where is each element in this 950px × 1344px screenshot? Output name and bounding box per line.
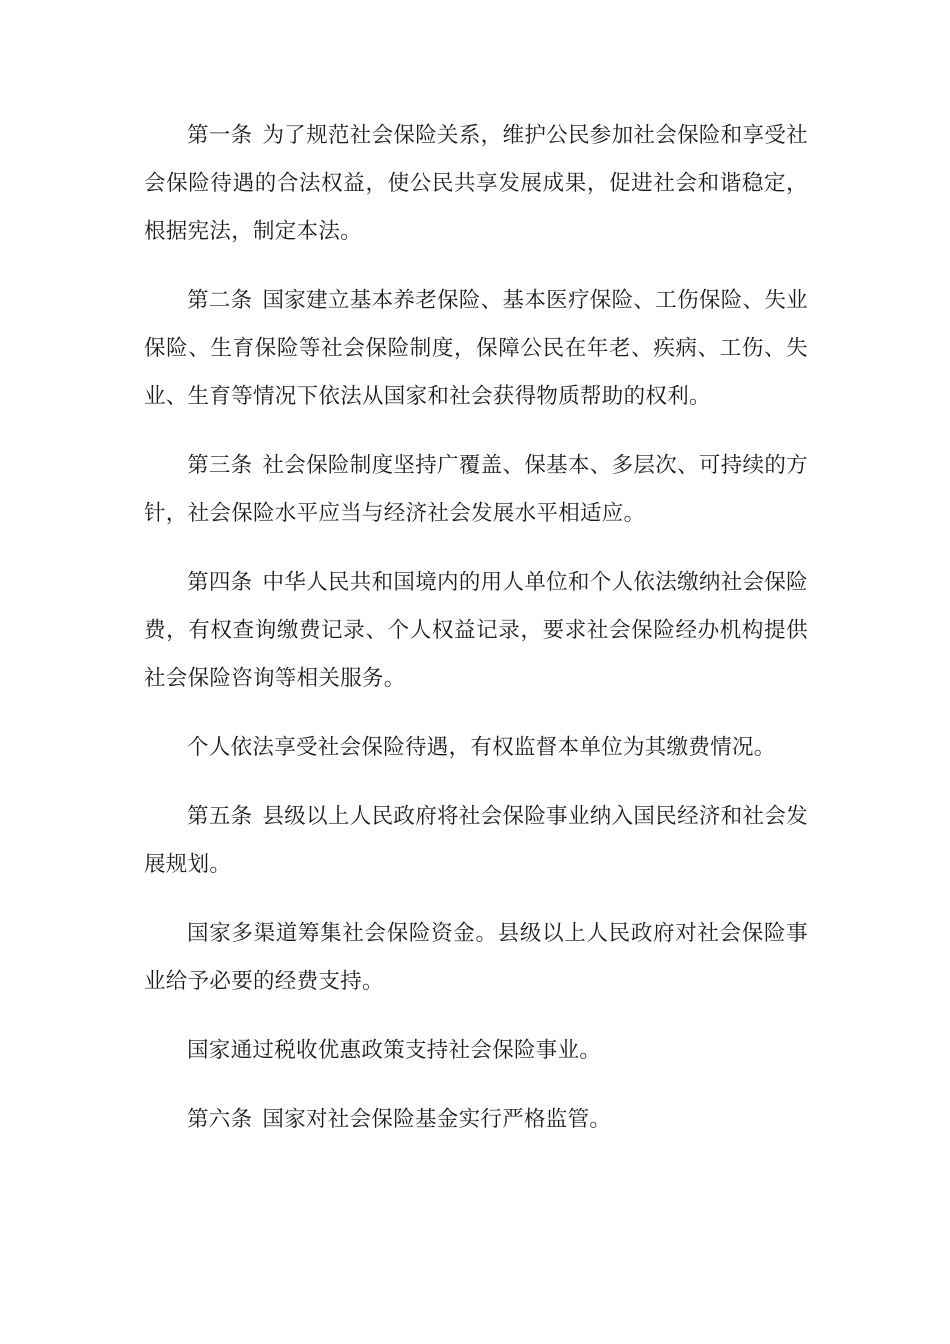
article-number: 第六条 <box>187 1107 253 1132</box>
article-text: 国家对社会保险基金实行严格监管。 <box>262 1107 612 1132</box>
article-number: 第二条 <box>187 288 253 313</box>
clause-text: 国家通过税收优惠政策支持社会保险事业。 <box>187 1038 602 1063</box>
article-text: 社会保险制度坚持广覆盖、保基本、多层次、可持续的方针，社会保险水平应当与经济社会发展水平相适应。 <box>144 453 808 526</box>
article-3-paragraph <box>144 442 808 538</box>
article-number: 第四条 <box>187 570 253 595</box>
article-6-paragraph <box>144 1096 808 1144</box>
article-number: 第一条 <box>187 123 253 148</box>
article-5-paragraph <box>144 793 808 889</box>
document-body <box>144 112 808 1165</box>
article-4-paragraph <box>144 559 808 703</box>
article-text: 国家建立基本养老保险、基本医疗保险、工伤保险、失业保险、生育保险等社会保险制度，保障公民在年老、疾病、工伤、失业、生育等情况下依法从国家和社会获得物质帮助的权利。 <box>144 288 808 409</box>
clause-text: 个人依法享受社会保险待遇，有权监督本单位为其缴费情况。 <box>187 735 776 760</box>
article-number: 第三条 <box>187 453 253 478</box>
article-text: 中华人民共和国境内的用人单位和个人依法缴纳社会保险费，有权查询缴费记录、个人权益记录，要求社会保险经办机构提供社会保险咨询等相关服务。 <box>144 570 808 691</box>
article-1-paragraph <box>144 112 808 256</box>
article-text: 为了规范社会保险关系，维护公民参加社会保险和享受社会保险待遇的合法权益，使公民共享发展成果，促进社会和谐稳定，根据宪法，制定本法。 <box>144 123 808 244</box>
article-text: 县级以上人民政府将社会保险事业纳入国民经济和社会发展规划。 <box>144 804 808 877</box>
article-5-clause-paragraph <box>144 910 808 1006</box>
article-4-clause-paragraph <box>144 724 808 772</box>
article-2-paragraph <box>144 277 808 421</box>
article-5-clause-paragraph <box>144 1027 808 1075</box>
clause-text: 国家多渠道筹集社会保险资金。县级以上人民政府对社会保险事业给予必要的经费支持。 <box>144 921 808 994</box>
article-number: 第五条 <box>187 804 253 829</box>
